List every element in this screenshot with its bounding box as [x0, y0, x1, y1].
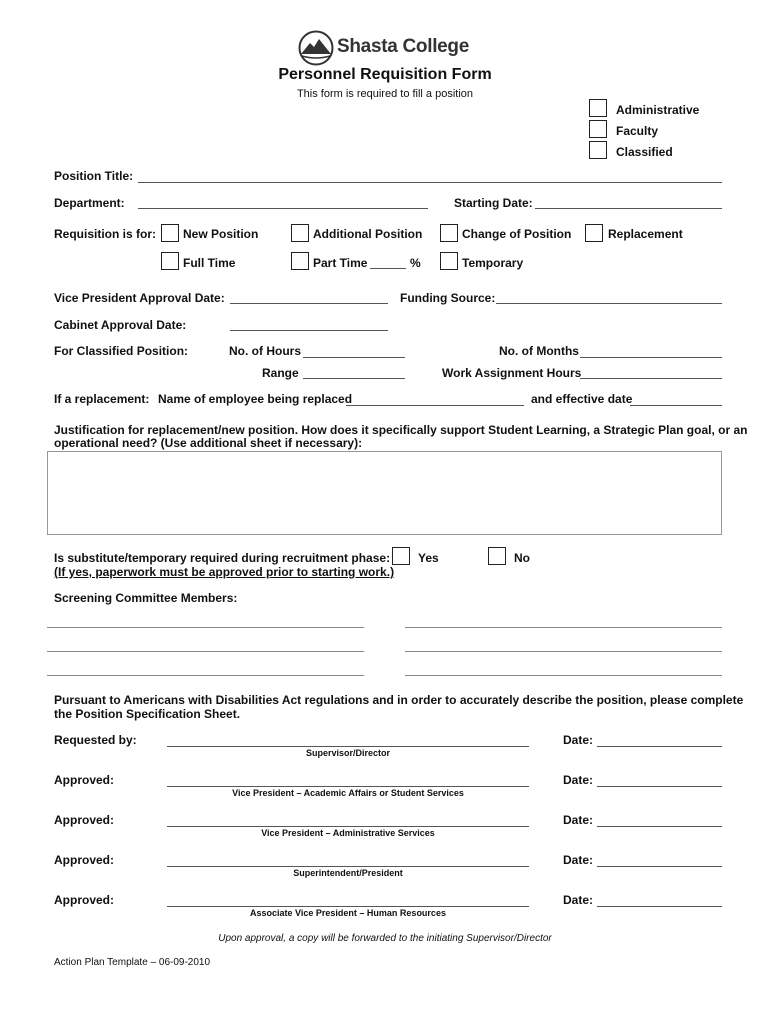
- no-of-hours-label: No. of Hours: [229, 344, 301, 358]
- signature-label: Approved:: [54, 773, 114, 787]
- signature-date-field[interactable]: [597, 866, 722, 867]
- range-label: Range: [262, 366, 299, 380]
- signature-date-field[interactable]: [597, 746, 722, 747]
- signature-date-label: Date:: [563, 773, 594, 787]
- ada-note-line1: Pursuant to Americans with Disabilities Act regulations and in order to accurately describe the position, please complete: [54, 693, 744, 707]
- form-subtitle: This form is required to fill a position: [296, 88, 474, 100]
- vp-approval-date-label: Vice President Approval Date:: [54, 291, 225, 305]
- classified-label: Classified: [616, 145, 673, 159]
- substitute-no-checkbox[interactable]: [488, 547, 506, 565]
- administrative-label: Administrative: [616, 103, 700, 117]
- screening-member-field[interactable]: [47, 627, 364, 628]
- classified-checkbox[interactable]: [589, 141, 607, 159]
- screening-member-field[interactable]: [405, 651, 722, 652]
- screening-committee-label: Screening Committee Members:: [54, 591, 238, 605]
- part-time-label: Part Time: [313, 256, 368, 270]
- justification-line1: Justification for replacement/new position. How does it specifically support Student Learning, a Strategic Plan goal, or an: [54, 423, 748, 437]
- screening-member-field[interactable]: [405, 627, 722, 628]
- requisition-label: Requisition is for:: [54, 227, 156, 241]
- effective-date-label: and effective date: [531, 392, 633, 406]
- signature-label: Approved:: [54, 893, 114, 907]
- additional-position-checkbox[interactable]: [291, 224, 309, 242]
- signature-label: Approved:: [54, 853, 114, 867]
- signature-field[interactable]: [167, 786, 529, 787]
- temporary-label: Temporary: [462, 256, 524, 270]
- department-field[interactable]: [138, 208, 428, 209]
- faculty-checkbox[interactable]: [589, 120, 607, 138]
- signature-date-label: Date:: [563, 813, 594, 827]
- signature-field[interactable]: [167, 746, 529, 747]
- approval-note: Upon approval, a copy will be forwarded to the initiating Supervisor/Director: [218, 933, 552, 944]
- classified-position-label: For Classified Position:: [54, 344, 189, 358]
- signature-date-label: Date:: [563, 733, 594, 747]
- full-time-checkbox[interactable]: [161, 252, 179, 270]
- screening-member-field[interactable]: [405, 675, 722, 676]
- substitute-question: Is substitute/temporary required during recruitment phase:: [54, 551, 391, 565]
- signature-date-field[interactable]: [597, 906, 722, 907]
- justification-textarea[interactable]: [47, 451, 722, 535]
- college-logo: [298, 30, 334, 66]
- starting-date-field[interactable]: [535, 208, 722, 209]
- faculty-label: Faculty: [616, 124, 659, 138]
- template-id: Action Plan Template – 06-09-2010: [54, 957, 211, 968]
- position-title-label: Position Title:: [54, 169, 134, 183]
- screening-member-field[interactable]: [47, 651, 364, 652]
- form-title: Personnel Requisition Form: [278, 66, 492, 83]
- position-title-field[interactable]: [138, 182, 722, 183]
- signature-date-field[interactable]: [597, 786, 722, 787]
- if-replacement-label: If a replacement:: [54, 392, 150, 406]
- signature-label: Requested by:: [54, 733, 137, 747]
- replacement-label: Replacement: [608, 227, 683, 241]
- substitute-note: (If yes, paperwork must be approved prior to starting work.): [54, 565, 395, 579]
- signature-label: Approved:: [54, 813, 114, 827]
- part-time-percent-field[interactable]: [370, 268, 406, 269]
- change-of-position-label: Change of Position: [462, 227, 572, 241]
- funding-source-label: Funding Source:: [400, 291, 496, 305]
- temporary-checkbox[interactable]: [440, 252, 458, 270]
- new-position-label: New Position: [183, 227, 259, 241]
- employee-replaced-label: Name of employee being replaced: [158, 392, 353, 406]
- administrative-checkbox[interactable]: [589, 99, 607, 117]
- signature-role: Associate Vice President – Human Resources: [250, 908, 446, 918]
- additional-position-label: Additional Position: [313, 227, 423, 241]
- signature-date-label: Date:: [563, 893, 594, 907]
- signature-role: Vice President – Administrative Services: [261, 828, 435, 838]
- signature-role: Supervisor/Director: [305, 748, 391, 758]
- work-assignment-hours-label: Work Assignment Hours: [442, 366, 582, 380]
- substitute-yes-label: Yes: [418, 551, 439, 565]
- cabinet-approval-date-label: Cabinet Approval Date:: [54, 318, 187, 332]
- screening-member-field[interactable]: [47, 675, 364, 676]
- starting-date-label: Starting Date:: [454, 196, 533, 210]
- replacement-checkbox[interactable]: [585, 224, 603, 242]
- cabinet-approval-date-field[interactable]: [230, 330, 388, 331]
- signature-role: Superintendent/President: [293, 868, 403, 878]
- percent-sign: %: [410, 256, 421, 270]
- signature-role: Vice President – Academic Affairs or Student Services: [232, 788, 464, 798]
- effective-date-field[interactable]: [630, 405, 722, 406]
- signature-field[interactable]: [167, 866, 529, 867]
- funding-source-field[interactable]: [496, 303, 722, 304]
- new-position-checkbox[interactable]: [161, 224, 179, 242]
- employee-replaced-field[interactable]: [346, 405, 524, 406]
- signature-date-field[interactable]: [597, 826, 722, 827]
- no-of-months-field[interactable]: [580, 357, 722, 358]
- college-name: Shasta College: [337, 36, 470, 57]
- signature-field[interactable]: [167, 826, 529, 827]
- part-time-checkbox[interactable]: [291, 252, 309, 270]
- change-of-position-checkbox[interactable]: [440, 224, 458, 242]
- vp-approval-date-field[interactable]: [230, 303, 388, 304]
- justification-line2: operational need? (Use additional sheet if necessary):: [54, 436, 363, 450]
- work-assignment-hours-field[interactable]: [580, 378, 722, 379]
- full-time-label: Full Time: [183, 256, 236, 270]
- substitute-yes-checkbox[interactable]: [392, 547, 410, 565]
- range-field[interactable]: [303, 378, 405, 379]
- signature-date-label: Date:: [563, 853, 594, 867]
- no-of-hours-field[interactable]: [303, 357, 405, 358]
- ada-note-line2: the Position Specification Sheet.: [54, 707, 241, 721]
- department-label: Department:: [54, 196, 125, 210]
- signature-field[interactable]: [167, 906, 529, 907]
- substitute-no-label: No: [514, 551, 530, 565]
- no-of-months-label: No. of Months: [499, 344, 579, 358]
